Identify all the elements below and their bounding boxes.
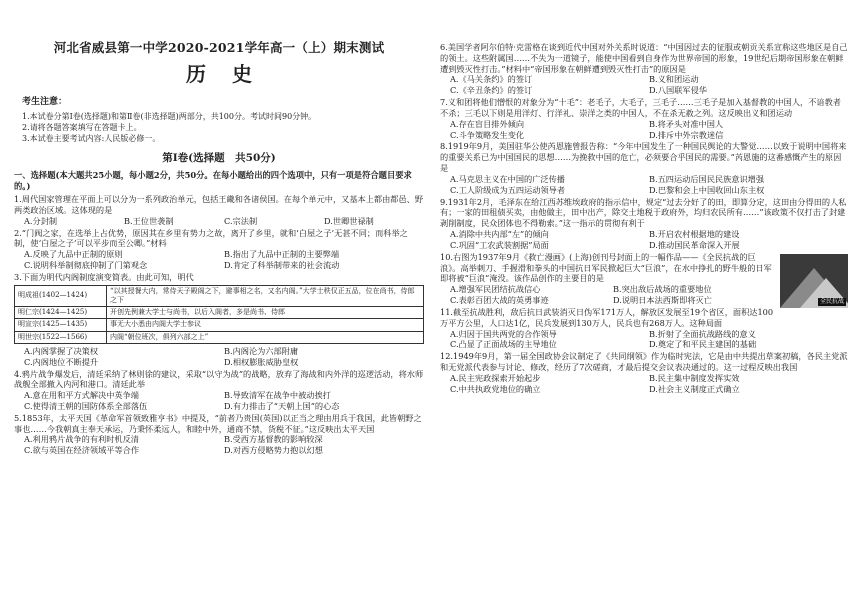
exam-subject: 历史 [186,61,278,86]
options [14,216,424,227]
option-a: A.民主宪政探索开始起步 [450,372,541,383]
options [440,229,848,251]
option-c: C.说明科举制彻底抑制了门第观念 [24,260,148,271]
option-c: C.宗法制 [224,215,258,226]
option-c: C.凸显了正面战场的主导地位 [450,339,557,350]
option-a: A.存在盲目排外倾向 [450,118,525,129]
option-c: C.中共执政党地位的确立 [450,383,541,394]
option-d: D.八国联军侵华 [649,85,707,96]
option-c: C.欲与英国在经济领域平等合作 [24,445,140,456]
option-a: A.归因于国共两党的合作领导 [450,328,557,339]
table-cell-era: 明世宗(1522—1566) [15,331,107,343]
table-cell-era: 明仁宗(1424—1425) [15,307,107,319]
option-d: D.社会主义制度正式确立 [649,383,740,394]
option-b: B.突出敌后战场的重要地位 [613,284,712,295]
notice-item: 3.本试卷主要考试内容:人民版必修一。 [22,134,161,144]
option-b: B.开启农村根据地的建设 [649,229,740,240]
table-cell-era: 明宣宗(1425—1435) [15,319,107,331]
table-cell-text: 开创先例兼大学士与尚书，以后入阁者，多是尚书、侍郎 [107,307,424,319]
option-b: B.折射了全面抗战路线的意义 [649,328,756,339]
table-row [15,319,424,331]
option-d: D.说明日本法西斯即将灭亡 [613,295,712,306]
option-b: B.导致清军在战争中被动挨打 [224,390,331,401]
options [440,74,848,96]
option-b: B.义和团运动 [649,74,699,85]
option-d: D.对西方侵略势力抱以幻想 [224,445,323,456]
option-d: D.巴黎和会上中国收回山东主权 [649,184,765,195]
question-stem: 6.美国学者阿尔伯特·克雷格在谈到近代中国对外关系时说道：“中国因过去的征服或朝贡关系宣称这些地区是自己的领土。这些附属国……不失为一道镜子，能使中国看到自身作为世界帝国的形象，19世纪后期帝国形象在朝鲜遭到毁灭性打击。”材料中“帝国形象在朝鲜遭到毁灭性打击”的原因是 [440,42,848,74]
option-c: C.斗争策略发生变化 [450,129,525,140]
options [14,346,424,368]
table-cell-text: 内阁“朝位班次，俱列六部之上” [107,331,424,343]
option-d: D.推动国民革命深入开展 [649,239,740,250]
question-11 [440,307,848,350]
option-c: C.巩固“工农武装割据”局面 [450,239,549,250]
option-a: A.《马关条约》的签订 [450,74,533,85]
question-stem: 10.右图为1937年9月《救亡漫画》(上海)创刊号封面上的一幅作品——《全民抗战的巨浪》。高举刺刀、手握滑和拳头的中国抗日军民掀起巨大“巨浪”，在水中挣扎的野牛般的日军即将被“巨浪”淹没。该作品创作的主要目的是 [440,251,772,284]
question-12 [440,351,848,394]
question-6 [440,42,848,96]
options [440,329,848,351]
cartoon-figure [780,254,848,308]
question-8 [440,141,848,195]
table-row [15,331,424,343]
notice-block [14,97,424,144]
table-cell-text: 事无大小悉由内阁大学士参议 [107,319,424,331]
question-stem: 3.下面为明代内阁制度演变简表。由此可知，明代 [14,271,194,282]
options [14,390,424,412]
options [440,284,776,306]
options [440,373,848,395]
option-c: C.《辛丑条约》的签订 [450,85,533,96]
option-b: B.民主集中制度发挥实效 [649,372,740,383]
option-d: D.相权膨胀威胁皇权 [224,356,299,367]
option-d: D.奠定了和平民主建国的基础 [649,339,757,350]
option-a: A.马克思主义在中国的广泛传播 [450,173,565,184]
notice-heading: 考生注意： [22,96,68,107]
question-9 [440,197,848,251]
question-stem: 2.“门阀之家，在选举上占优势，原因其在乡里有势力之故，离开了乡里，就和‘白屋之子’无甚不同；而科举之制，使‘白屋之子’可以平步而至公卿。”材料 [14,227,408,249]
cabinet-table [14,285,424,344]
options [440,119,848,141]
option-b: B.五四运动后国民民族意识增强 [649,173,765,184]
question-5 [14,413,424,456]
question-stem: 4.鸦片战争爆发后，清廷采纳了林则徐的建议，采取“以守为战”的战略，放弃了海战和内外洋的巡逻活动，将水师战舰全部撤入内河和港口。清廷此举 [14,368,424,390]
options [14,249,424,271]
options [440,174,848,196]
question-10 [440,252,848,306]
table-cell-era: 明成祖(1402—1424) [15,285,107,306]
option-d: D.排斥中外宗教迷信 [649,129,724,140]
option-c: C.使得清王朝的国防体系全部落伍 [24,401,148,411]
option-a: A.利用鸦片战争的有利时机反清 [24,434,139,445]
question-stem: 8.1919年9月，美国驻华公使芮恩施曾报告称：“今年中国发生了一种国民舆论的大警觉……以致于说明中国将来的重要关系已为中国国民的思想……为挽救中国的危亡，必须要合乎国民的需要。”芮恩施的这番感慨产生的原因是 [440,141,847,174]
question-1 [14,194,424,226]
question-2 [14,228,424,271]
option-a: A.意在用和平方式解决中英争端 [24,390,139,401]
question-4 [14,369,424,412]
notice-item: 2.请将各题答案填写在答题卡上。 [22,122,142,132]
right-column [440,0,848,607]
option-c: C.表彰百团大战的英勇事迹 [450,295,549,306]
option-a: A.增强军民团结抗战信心 [450,284,541,295]
question-7 [440,97,848,140]
option-b: B.将矛头对准中国人 [649,118,724,129]
table-row [15,307,424,319]
option-b: B.内阁沦为六部附庸 [224,345,299,356]
option-c: C.内阁地位不断提升 [24,356,99,367]
option-b: B.受西方基督教的影响较深 [224,434,323,445]
table-cell-text: “以其授餐大内，常侍天子殿阁之下，避事相之名，又名内阁。”大学士秩仅正五品，位在尚书，侍郎之下 [107,285,424,306]
option-a: A.分封制 [24,215,58,226]
option-a: A.反映了九品中正制的原则 [24,249,123,260]
exam-title: 河北省威县第一中学2020-2021学年高一（上）期末测试 [53,40,385,55]
section-instructions: 一、选择题(本大题共25小题，每小题2分，共50分。在每小题给出的四个选项中，只有一项是符合题目要求的。) [14,170,412,192]
table-row [15,285,424,306]
options [14,434,424,456]
notice-item: 1.本试卷分第Ⅰ卷(选择题)和第Ⅱ卷(非选择题)两部分，共100分。考试时间90分钟。 [22,111,317,121]
question-stem: 9.1931年2月，毛泽东在给江西苏维埃政府的指示信中，规定“过去分好了的田，即算分定，这田由分得田的人私有；一家的田租债买卖，由他做主，田中出产，除交土地税于政府外，均归农民所有……”该政策不仅打击了封建剥削制度，民众团体也不得勒索。”这一指示的贯彻有利于 [440,196,847,229]
question-stem: 11.截至抗战胜利，敌后抗日武装消灭日伪军171万人，解放区发展至19个省区，面积达100万平方公里，人口达1亿，民兵发展到130万人，民兵也有268万人。这种局面 [440,306,774,328]
question-stem: 1.周代国家管理在平面上可以分为一系列政治单元，包括王畿和各诸侯国。在每个单元中，又基本上都由都邑、野两类政治区域。这体现的是 [14,194,424,215]
question-3 [14,272,424,368]
question-stem: 7.义和团将他们憎恨的对象分为“十毛”：老毛子，大毛子，三毛子……三毛子是加入基督教的中国人，不谙教者不杀；三毛以下则是用洋灯、行洋礼、崇洋之类的中国人，不在杀无赦之列。这反映出义和团运动 [440,97,841,118]
option-b: B.指出了九品中正制的主要弊端 [224,249,340,260]
part1-heading: 第Ⅰ卷(选择题 共50分) [162,152,276,165]
option-d: D.肯定了科举制带来的社会流动 [224,260,340,271]
option-a: A.消除中共内部“左”的倾向 [450,229,549,240]
option-d: D.世卿世禄制 [324,215,374,226]
option-a: A.内阁掌握了决策权 [24,345,99,356]
question-stem: 12.1949年9月，第一届全国政协会议制定了《共同纲领》作为临时宪法，它是由中共提出草案初稿，各民主党派和无党派代表参与讨论、修改，经历了7次磋商，才最后提交会议表决通过的。这一过程反映出我国 [440,351,848,373]
left-column [14,0,424,607]
option-c: C.工人阶级成为五四运动领导者 [450,184,566,195]
question-stem: 5.1853年，太平天国《革命军首领致雅亨书》中提及，“前者乃贵国(英国)以正当之理由用兵于我国，此皆朝野之事也……今我朝真主奉天承运，乃秉怀柔远人，和睦中外，通商不禁，货税不征。”这反映出太平天国 [14,412,422,434]
figure-caption: 全民抗战 [819,297,844,305]
option-d: D.有力排击了“天朝上国”的心态 [224,401,340,411]
option-b: B.王位世袭制 [124,215,174,226]
